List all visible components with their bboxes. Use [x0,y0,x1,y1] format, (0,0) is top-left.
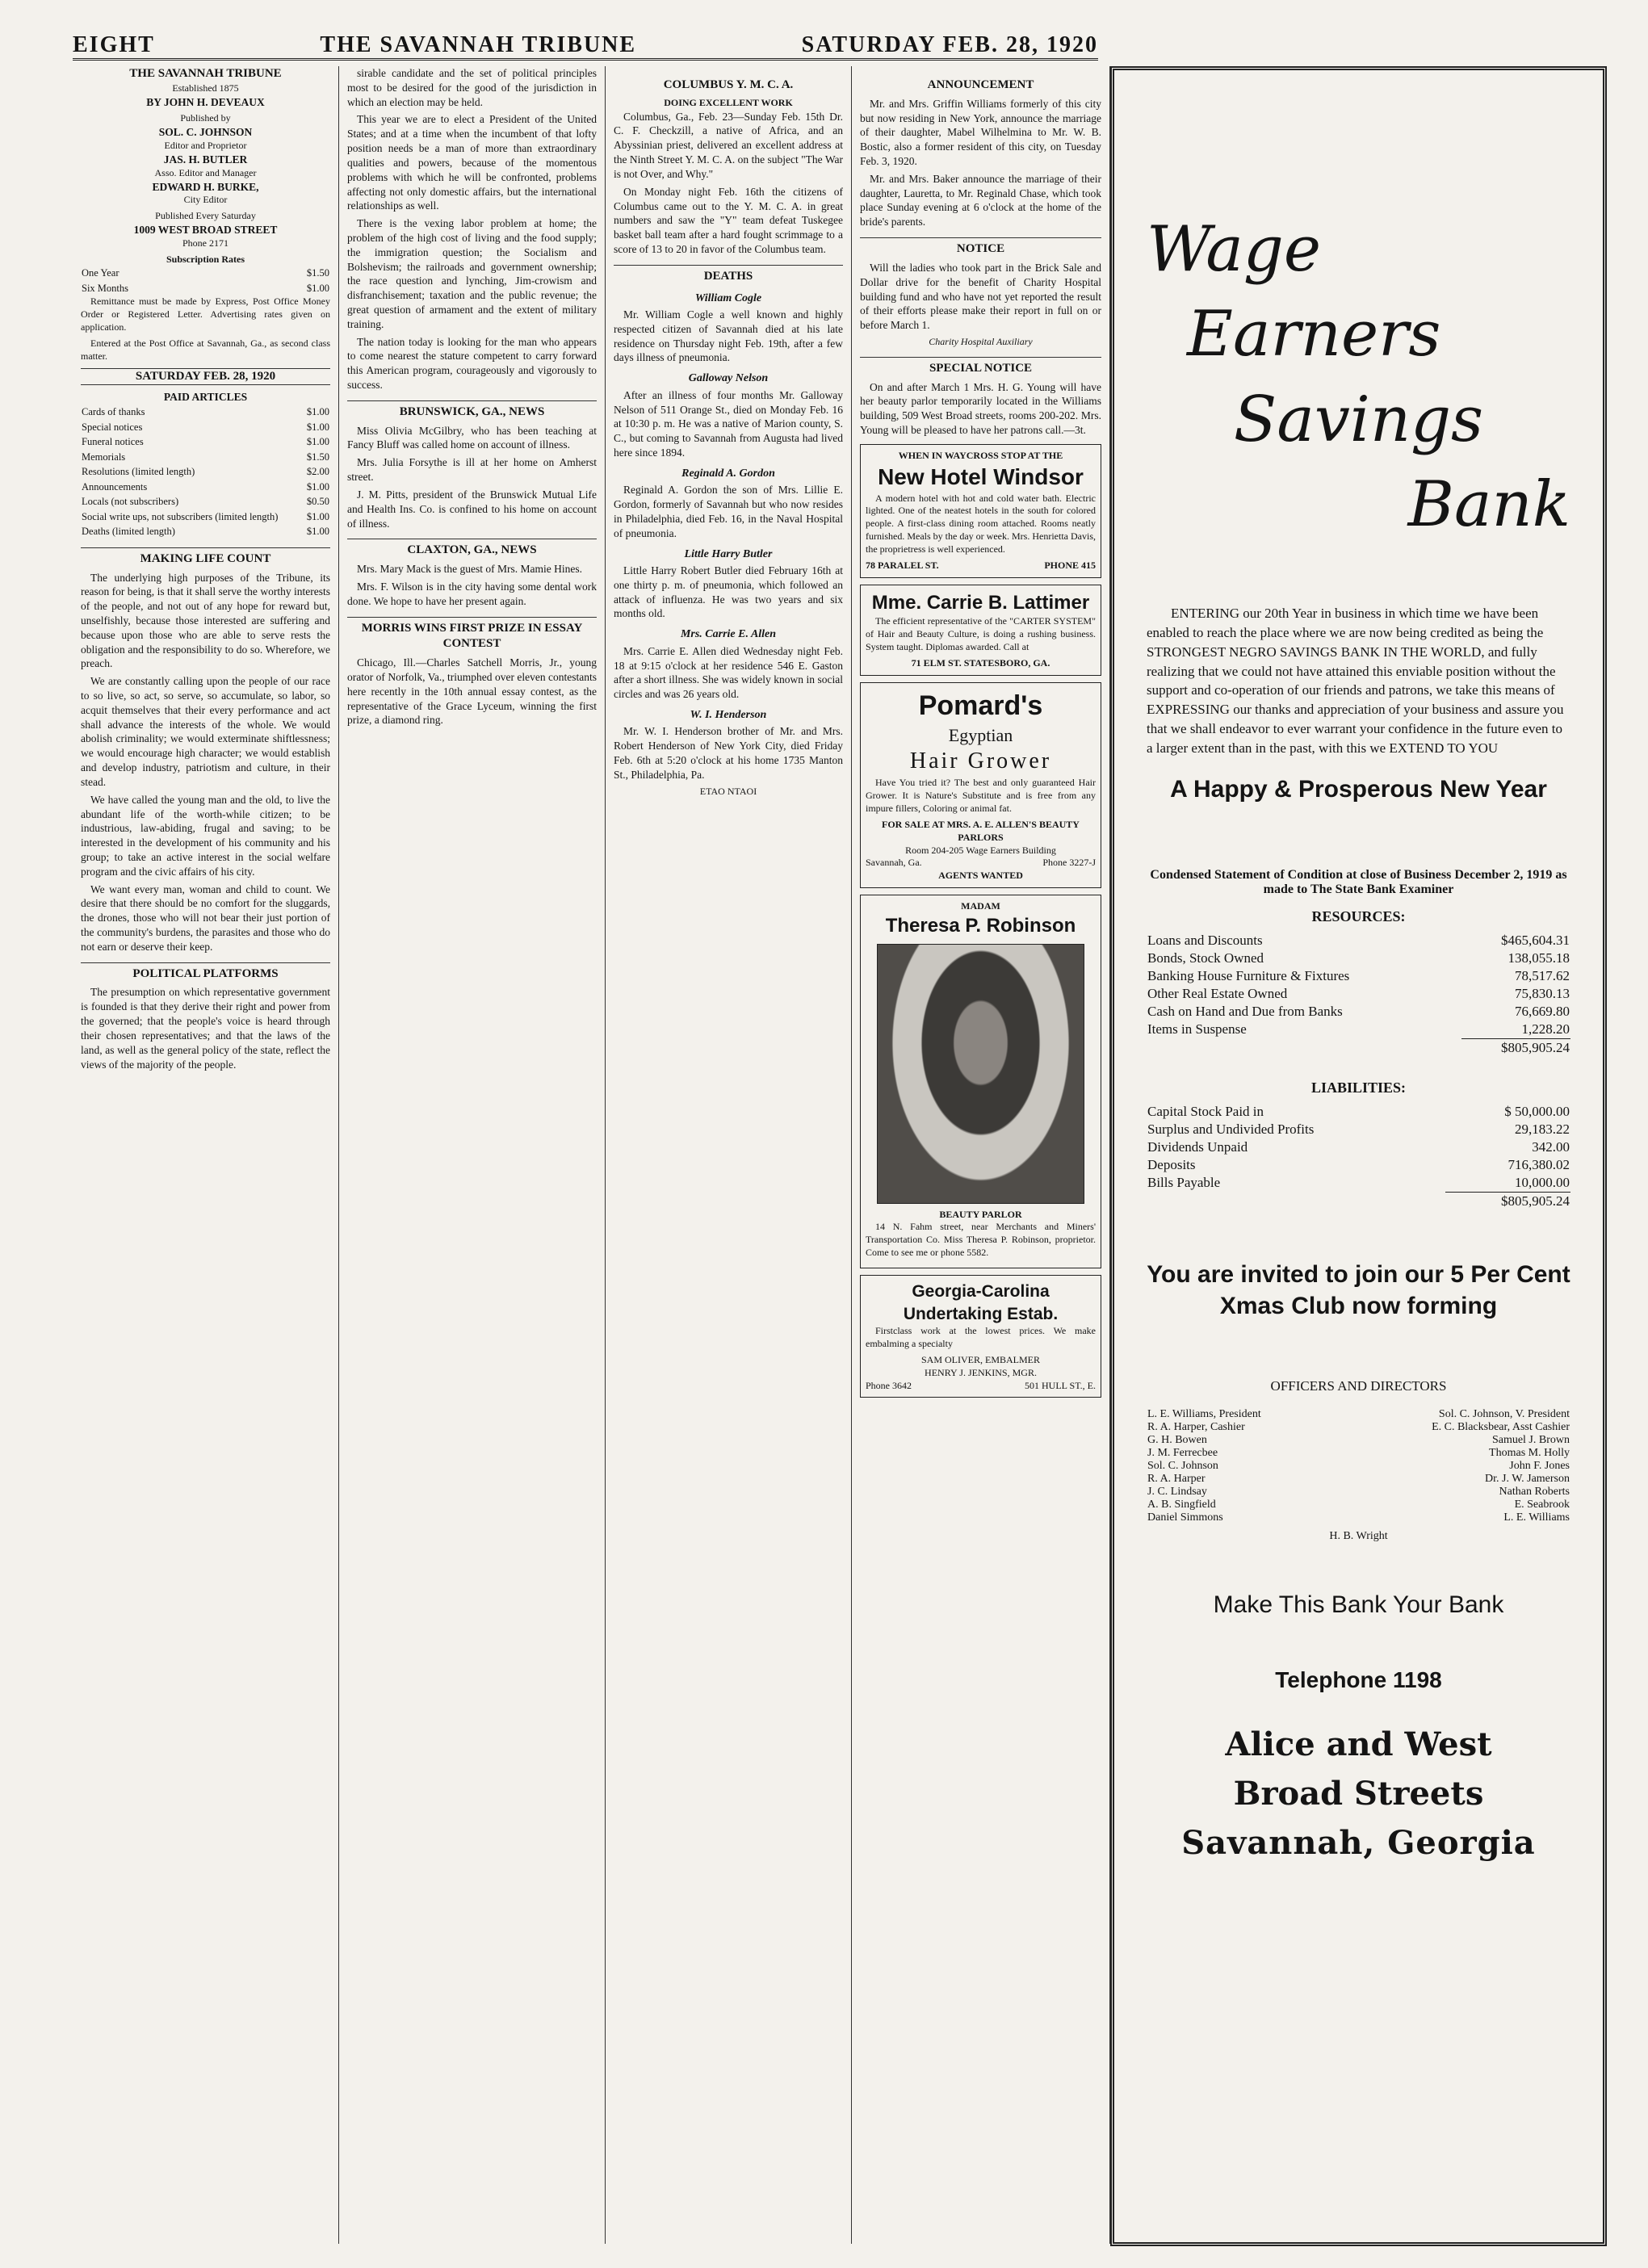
ledger-row: Cash on Hand and Due from Banks 76,669.80 [1147,1003,1570,1019]
portrait-photo [877,944,1084,1204]
paid-articles-heading: PAID ARTICLES [163,391,248,404]
officer-name: Nathan Roberts [1499,1485,1570,1498]
obituary-text: Mr. William Cogle a well known and highly respected citizen of Savannah died at his late residence on Thursday night Feb. 19th, after a few days illness of pneumonia. [614,308,843,364]
pomard-phone: Phone 3227-J [1042,857,1096,869]
obituary-text: After an illness of four months Mr. Galloway Nelson of 511 Orange St., died on Monday Feb. 16 at 10:30 p. m. He was a native of Marion county, S. C., but coming to Savannah from Augusta had lived here since 1894. [614,388,843,459]
officer-name: R. A. Harper, Cashier [1147,1420,1245,1433]
ledger-row: Other Real Estate Owned 75,830.13 [1147,985,1570,1001]
officer-name: J. C. Lindsay [1147,1485,1207,1498]
notice-signature: Charity Hospital Auxiliary [929,335,1033,347]
officers-table [1147,1407,1570,1525]
publisher-role: Editor and Proprietor [164,140,247,152]
published-every: Published Every Saturday [155,210,256,222]
news-item: Columbus, Ga., Feb. 23—Sunday Feb. 15th Dr. C. F. Checkzill, a native of Africa, and an Abyssinian priest, delivered an excellent address at the Ninth Street Y. M. C. A. on the subject "The War is not Over, and Why." [614,110,843,180]
ledger-row: Loans and Discounts $465,604.31 [1147,932,1570,948]
undertaking-name: Georgia-Carolina Undertaking Estab. [903,1281,1059,1323]
officer-name: Dr. J. W. Jamerson [1485,1472,1570,1485]
paid-row: Special notices $1.00 [82,421,329,433]
resources-total: $805,905.24 [1461,1038,1570,1057]
paid-row: Cards of thanks $1.00 [82,406,329,418]
masthead [73,24,1098,61]
officer-name: Daniel Simmons [1147,1511,1223,1524]
notice-heading: NOTICE [860,237,1101,258]
robinson-ad [860,895,1101,1268]
office-phone: Phone 2171 [182,237,229,249]
political-paragraph: The presumption on which representative government is founded is that they derive their right and power from the governed; that the people's voice is heard through their chosen representatives; and that the laws of the land, as well as the general policy of the state, reflect the views of the majority of the people. [81,986,330,1071]
established: Established 1875 [172,82,239,94]
bank-ad [1110,66,1607,2246]
undertaking-ad [860,1275,1101,1398]
robinson-name: Theresa P. Robinson [885,914,1076,937]
article-paragraph: There is the vexing labor problem at home; the problem of the high cost of living and the food supply; the immigration question; the Socialism and Bolshevism; the railroads and government ownership; the race question and lynching, Jim-crowism and disfranchisement; taxation and the public revenue; the great question of armament and the extent of military training. [347,217,597,330]
pomard-contact [866,857,1096,870]
paid-row: Social write ups, not subscribers (limited length) $1.00 [82,510,329,522]
officer-name: L. E. Williams, President [1147,1407,1261,1420]
pomard-hair-grower: Hair Grower [909,748,1052,774]
ledger-row: Capital Stock Paid in $ 50,000.00 [1147,1103,1570,1119]
news-item: On Monday night Feb. 16th the citizens of Columbus came out to the Y. M. C. A. in great numbers and saw the "Y" team defeat Tuskegee basket ball team after a hard fought scrimmage to a score of 13 to 20 in favor of the Columbus team. [614,185,843,255]
column-footer: ETAO NTAOI [699,785,757,797]
article-paragraph: The nation today is looking for the man who appears to come nearest the stature competent to carry forward this American program, courageously and vigorously to success. [347,335,597,392]
hotel-address: 78 PARALEL ST. [866,559,939,571]
editorial-heading: MAKING LIFE COUNT [81,547,330,568]
claxton-heading: CLAXTON, GA., NEWS [347,539,597,559]
ledger-row: Surplus and Undivided Profits 29,183.22 [1147,1121,1570,1137]
liabilities-heading: LIABILITIES: [1310,1079,1407,1096]
ledger-total-row [1147,1038,1570,1057]
news-item: J. M. Pitts, president of the Brunswick Mutual Life and Health Ins. Co. is confined to his home on account of illness. [347,488,597,530]
ledger-row: Dividends Unpaid 342.00 [1147,1138,1570,1155]
pomard-agents: AGENTS WANTED [938,870,1023,882]
officer-name: L. E. Williams [1503,1511,1570,1524]
liabilities-total: $805,905.24 [1445,1192,1570,1210]
editorial-paragraph: We have called the young man and the old, to live the abundant life of the worth-while citizen; to be industrious, law-abiding, frugal and saving; to be interested in the development of his community and his group; to take an active interest in the social welfare program and the civic affairs of his city. [81,793,330,878]
officer-name: Samuel J. Brown [1491,1433,1570,1446]
xmas-club: You are invited to join our 5 Per Cent Xmas Club now forming [1147,1260,1570,1319]
assoc-editor: JAS. H. BUTLER [163,153,248,166]
officer-name: Sol. C. Johnson, V. President [1438,1407,1570,1420]
published-by: Published by [180,112,231,124]
masthead-title: THE SAVANNAH TRIBUNE [320,32,637,57]
announcement-text: Mr. and Mrs. Baker announce the marriage of their daughter, Lauretta, to Mr. Reginald Chase, which took place Sunday evening at 6 o'clock at the home of the bride's parents. [860,172,1101,228]
special-notice-heading: SPECIAL NOTICE [860,357,1101,377]
masthead-date: SATURDAY FEB. 28, 1920 [801,32,1098,57]
hotel-phone: PHONE 415 [1044,559,1096,571]
political-heading: POLITICAL PLATFORMS [81,962,330,983]
officers-left [1147,1407,1338,1525]
officer-name: Thomas M. Holly [1489,1446,1570,1459]
hotel-name: New Hotel Windsor [878,463,1084,489]
bank-intro: ENTERING our 20th Year in business in which time we have been enabled to reach the place where we are now being credited as being the STRONGEST NEGRO SAVINGS BANK IN THE WORLD, and fully realizing that we could not have attained this enviable position without the support and co-operation of our friends and patrons, we take this means of EXPRESSING our thanks and appreciation of your business and assure you that we shall endeavor to ever warrant your confidence in the future even to a larger extent than in the past, with this we EXTEND TO YOU [1147,606,1564,756]
bank-title-earners: Earners [1187,298,1441,371]
bank-corner-1: Alice and West [1225,1725,1492,1763]
lattimer-ad [860,585,1101,676]
obituary-name: Mrs. Carrie E. Allen [680,628,777,641]
obituary-text: Mr. W. I. Henderson brother of Mr. and Mrs. Robert Henderson of New York City, died Friday Feb. 6th at 5:20 o'clock at his home 1735 Manton St., Philadelphia, Pa. [614,725,843,781]
hotel-contact [866,560,1096,572]
column-4 [852,66,1110,2244]
paid-row: Resolutions (limited length) $2.00 [82,466,329,478]
news-item: Miss Olivia McGilbry, who has been teaching at Fancy Bluff was called home on account of illness. [347,424,597,451]
officer-name: A. B. Singfield [1147,1498,1216,1511]
editorial-paragraph: We want every man, woman and child to count. We desire that there should be no comfort for the sluggards, the drones, those who will not bear their just portion of the community's burdens, the parasites and those who do not earn or deserve their keep. [81,882,330,953]
undertaking-text: Firstclass work at the lowest prices. We make embalming a specialty [866,1325,1096,1350]
officers-right [1338,1407,1570,1525]
pomard-text: Have You tried it? The best and only guaranteed Hair Grower. It is Nature's Substitute and is free from any impure fillers, Coloring or animal fat. [866,777,1096,815]
resources-heading: RESOURCES: [1311,908,1406,924]
bank-title-savings: Savings [1233,383,1484,456]
paid-row: Locals (not subscribers) $0.50 [82,496,329,508]
ledger-row: Items in Suspense 1,228.20 [1147,1021,1570,1037]
rate-row: Six Months $1.00 [82,282,329,294]
paper-name: THE SAVANNAH TRIBUNE [129,67,282,80]
lattimer-name: Mme. Carrie B. Lattimer [871,591,1090,614]
paid-row: Funeral notices $1.00 [82,436,329,448]
hotel-text: A modern hotel with hot and cold water bath. Electric lighted. One of the neatest hotels in the south for colored people. A first-class dining room attached. Rooms neatly furnished. Meals by the day or week. Mrs. Henrietta Davis, the proprietress is well experienced. [866,492,1096,555]
officer-name: H. B. Wright [1329,1529,1388,1542]
special-notice-text: On and after March 1 Mrs. H. G. Young will have her beauty parlor temporarily located in the Williams building, 509 West Broad streets, rooms 200-202. Mrs. Young will be pleased to have her patrons call.—3t. [860,380,1101,437]
officer-name: R. A. Harper [1147,1472,1206,1485]
ledger-row: Bills Payable 10,000.00 [1147,1174,1570,1190]
news-item: Chicago, Ill.—Charles Satchell Morris, Jr., young orator of Norfolk, Va., triumphed over eleven contestants here recently in the 10th annual essay contest, as the representative of the Grace Lyceum, winning the first prize, a diamond ring. [347,656,597,727]
officer-name: John F. Jones [1509,1459,1570,1472]
article-paragraph: sirable candidate and the set of political principles most to be desired for the good of the jurisdiction in which an election may be held. [347,67,597,108]
liabilities-table [1147,1103,1570,1210]
obituary-name: Reginald A. Gordon [681,467,775,480]
pomard-egyptian: Egyptian [948,725,1013,746]
hotel-lead: WHEN IN WAYCROSS STOP AT THE [898,449,1063,461]
obituary-text: Little Harry Robert Butler died February 16th at one thirty p. m. of pneumonia, which followed an attack of influenza. He was two years and six months old. [614,564,843,620]
column-1 [73,66,339,2244]
pomard-for-sale: FOR SALE AT MRS. A. E. ALLEN'S BEAUTY PARLORS [882,818,1080,843]
remittance-note: Remittance must be made by Express, Post Office Money Order or Registered Letter. Advertising rates given on application. [81,296,330,333]
officer-name: G. H. Bowen [1147,1433,1207,1446]
announcement-text: Mr. and Mrs. Griffin Williams formerly of this city but now residing in New York, announce the marriage of their daughter, Mabel Wilhelmina to Mr. W. B. Bostic, also a former resident of this city, on Tuesday Feb. 3, 1920. [860,97,1101,168]
statement-heading: Condensed Statement of Condition at close of Business December 2, 1919 as made to The State Bank Examiner [1150,867,1567,896]
obituary-name: William Cogle [694,291,762,304]
robinson-madam: MADAM [961,900,1000,912]
assoc-editor-role: Asso. Editor and Manager [154,166,257,178]
officer-name: Sol. C. Johnson [1147,1459,1218,1472]
notice-text: Will the ladies who took part in the Brick Sale and Dollar drive for the benefit of Charity Hospital building fund and who have not yet reported the result of their efforts please make their report in full on or before March 1. [860,261,1101,332]
new-year-greeting: A Happy & Prosperous New Year [1170,775,1547,803]
undertaking-embalmer: SAM OLIVER, EMBALMER [920,1353,1040,1365]
obituary-name: Galloway Nelson [688,372,769,385]
news-item: Mrs. Mary Mack is the guest of Mrs. Mamie Hines. [357,563,582,576]
news-item: Mrs. F. Wilson is in the city having some dental work done. We hope to have her present again. [347,580,597,607]
editorial-paragraph: We are constantly calling upon the people of our race to so live, so act, so serve, so accumulate, so labor, so acquit themselves that their every performance and act shall advance the interests of the whole. We would abolish criminality; we would exterminate shiftlessness; we would encourage high character; we would establish and develop industry, patriotism and culture, in their stead. [81,675,330,788]
brunswick-heading: BRUNSWICK, GA., NEWS [347,400,597,421]
ymca-subheading: DOING EXCELLENT WORK [664,96,793,108]
undertaking-manager: HENRY J. JENKINS, MGR. [925,1366,1037,1378]
pomard-city: Savannah, Ga. [866,857,922,869]
pomard-ad [860,682,1101,888]
obituary-name: W. I. Henderson [690,708,767,721]
announcement-heading: ANNOUNCEMENT [927,78,1034,91]
ymca-heading: COLUMBUS Y. M. C. A. [663,78,794,91]
obituary-name: Little Harry Butler [684,547,773,560]
paid-row: Memorials $1.50 [82,451,329,463]
make-this-bank: Make This Bank Your Bank [1213,1591,1504,1618]
page-number: EIGHT [73,32,155,57]
city-editor: EDWARD H. BURKE, [152,180,259,193]
ledger-row: Banking House Furniture & Fixtures 78,517.62 [1147,967,1570,983]
beauty-parlor-text: 14 N. Fahm street, near Merchants and Miners' Transportation Co. Miss Theresa P. Robinson, proprietor. Come to see me or phone 5582. [866,1221,1096,1259]
pomard-name: Pomard's [918,690,1043,721]
column-3 [606,66,852,2244]
office-address: 1009 WEST BROAD STREET [133,224,278,237]
lattimer-text: The efficient representative of the "CARTER SYSTEM" of Hair and Beauty Culture, is doing a rushing business. System taught. Diplomas awarded. Call at [866,615,1096,652]
obituary-text: Reginald A. Gordon the son of Mrs. Lillie E. Gordon, formerly of Savannah but who now resides in Philadelphia, died Feb. 16, in the Naval Hospital of pneumonia. [614,484,843,539]
entered-note: Entered at the Post Office at Savannah, Ga., as second class matter. [81,337,330,362]
undertaking-phone: Phone 3642 [866,1379,912,1391]
bank-title-wage: Wage [1147,213,1321,286]
publisher: SOL. C. JOHNSON [158,126,253,139]
paid-row: Announcements $1.00 [82,480,329,493]
paid-articles-table [81,405,330,539]
subscription-rates [81,266,330,296]
officer-name: E. Seabrook [1514,1498,1570,1511]
editorial-paragraph: The underlying high purposes of the Tribune, its reason for being, is that it shall serve the worthy interests of the people, and not out of any hope for reward but, unselfishly, because those interested are suffering and because upon those who are able to serve rests the obligation and the responsibility to do so. Wherefore, we preach. [81,571,330,670]
by-line: BY JOHN H. DEVEAUX [146,95,265,108]
paid-row: Deaths (limited length) $1.00 [82,526,329,538]
bank-corner-2: Broad Streets [1233,1774,1484,1813]
lattimer-address: 71 ELM ST. STATESBORO, GA. [911,656,1050,669]
deaths-heading: DEATHS [614,265,843,285]
news-item: Mrs. Julia Forsythe is ill at her home on Amherst street. [347,456,597,484]
subscription-heading: Subscription Rates [166,253,245,265]
obituary-text: Mrs. Carrie E. Allen died Wednesday night Feb. 18 at 9:15 o'clock at her residence 546 E. Gaston after a short illness. She was widely known in social circles and was 26 years old. [614,644,843,701]
officer-name: J. M. Ferrecbee [1147,1446,1218,1459]
bank-title-bank: Bank [1407,467,1570,541]
ledger-row: Bonds, Stock Owned 138,055.18 [1147,950,1570,966]
city-editor-role: City Editor [183,194,228,206]
morris-heading: MORRIS WINS FIRST PRIZE IN ESSAY CONTEST [347,617,597,653]
bank-city: Savannah, Georgia [1181,1823,1536,1862]
undertaking-contact [866,1380,1096,1393]
hotel-ad [860,444,1101,578]
resources-table [1147,932,1570,1057]
issue-date: SATURDAY FEB. 28, 1920 [81,368,330,386]
undertaking-address: 501 HULL ST., E. [1025,1379,1096,1391]
rate-row: One Year $1.50 [82,267,329,279]
ledger-total-row [1147,1192,1570,1210]
officers-heading: OFFICERS AND DIRECTORS [1270,1377,1447,1394]
pomard-room: Room 204-205 Wage Earners Building [905,844,1056,856]
ledger-row: Deposits 716,380.02 [1147,1156,1570,1172]
officer-name: E. C. Blacksbear, Asst Cashier [1432,1420,1570,1433]
bank-telephone: Telephone 1198 [1275,1666,1442,1692]
beauty-parlor-heading: BEAUTY PARLOR [939,1208,1022,1220]
article-paragraph: This year we are to elect a President of the United States; and at a time when the incumbent of that lofty position needs be a man of more than extraordinary qualities and powers, because of the momentous problems with which he will be confronted, problems affecting not only domestic affairs, but the international relationships as well. [347,113,597,212]
column-2 [339,66,606,2244]
